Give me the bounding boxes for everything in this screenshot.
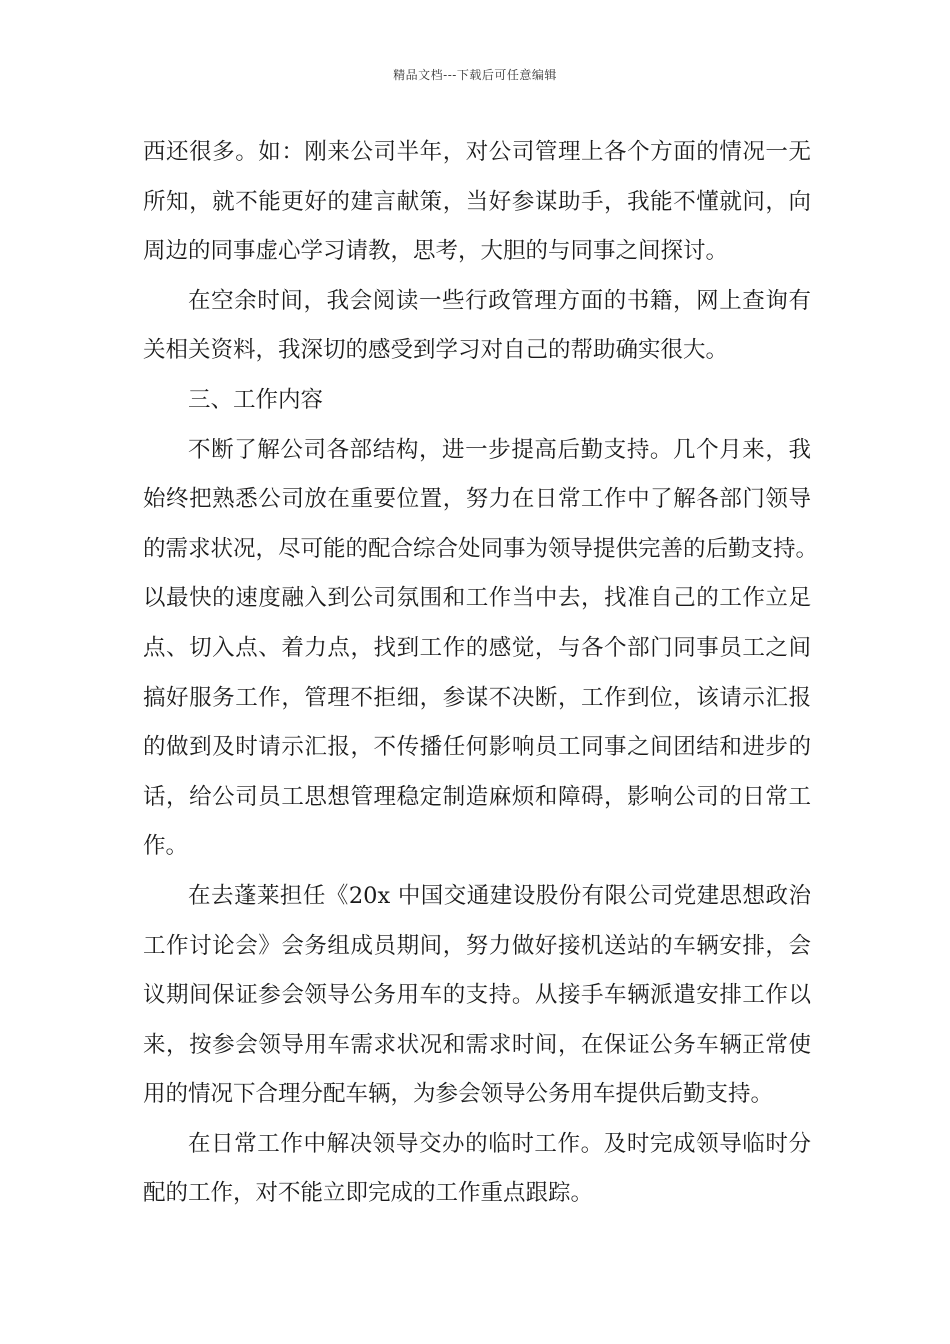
text-line: 点、切入点、着力点，找到工作的感觉，与各个部门同事员工之间 [143,634,811,661]
text-line: 作。 [143,833,189,860]
paragraph [143,872,811,1120]
text-line: 来，按参会领导用车需求状况和需求时间，在保证公务车辆正常使 [143,1031,811,1058]
text-line: 的需求状况，尽可能的配合综合处同事为领导提供完善的后勤支持。 [143,535,819,562]
paragraph [143,1120,811,1219]
text-line: 关相关资料，我深切的感受到学习对自己的帮助确实很大。 [143,337,729,364]
text-line: 所知，就不能更好的建言献策，当好参谋助手，我能不懂就问，向 [143,188,811,215]
text-line: 搞好服务工作，管理不拒细，参谋不决断，工作到位，该请示汇报 [143,684,811,711]
text-line: 周边的同事虚心学习请教，思考，大胆的与同事之间探讨。 [143,238,729,265]
paragraph [143,426,819,872]
text-line: 配的工作，对不能立即完成的工作重点跟踪。 [143,1180,594,1207]
text-line: 话，给公司员工思想管理稳定制造麻烦和障碍，影响公司的日常工 [143,783,811,810]
page-header: 精品文档---下载后可任意编辑 [393,68,557,82]
text-line: 西还很多。如：刚来公司半年，对公司管理上各个方面的情况一无 [143,139,811,165]
text-line: 不断了解公司各部结构，进一步提高后勤支持。几个月来，我 [188,436,811,463]
text-line: 三、工作内容 [188,386,324,413]
paragraph [143,277,811,376]
text-line: 工作讨论会》会务组成员期间，努力做好接机送站的车辆安排，会 [143,932,811,959]
text-line: 在去蓬莱担任《20x 中国交通建设股份有限公司党建思想政治 [188,882,811,909]
document-body [143,128,819,1219]
text-line: 用的情况下合理分配车辆，为参会领导公务用车提供后勤支持。 [143,1081,774,1108]
paragraph [143,128,811,277]
text-line: 始终把熟悉公司放在重要位置，努力在日常工作中了解各部门领导 [143,486,811,513]
text-line: 的做到及时请示汇报，不传播任何影响员工同事之间团结和进步的 [143,734,811,761]
section-heading [143,376,811,426]
text-line: 议期间保证参会领导公务用车的支持。从接手车辆派遣安排工作以 [143,982,811,1009]
text-line: 以最快的速度融入到公司氛围和工作当中去，找准自己的工作立足 [143,585,811,612]
text-line: 在日常工作中解决领导交办的临时工作。及时完成领导临时分 [188,1130,811,1157]
text-line: 在空余时间，我会阅读一些行政管理方面的书籍，网上查询有 [188,287,811,314]
